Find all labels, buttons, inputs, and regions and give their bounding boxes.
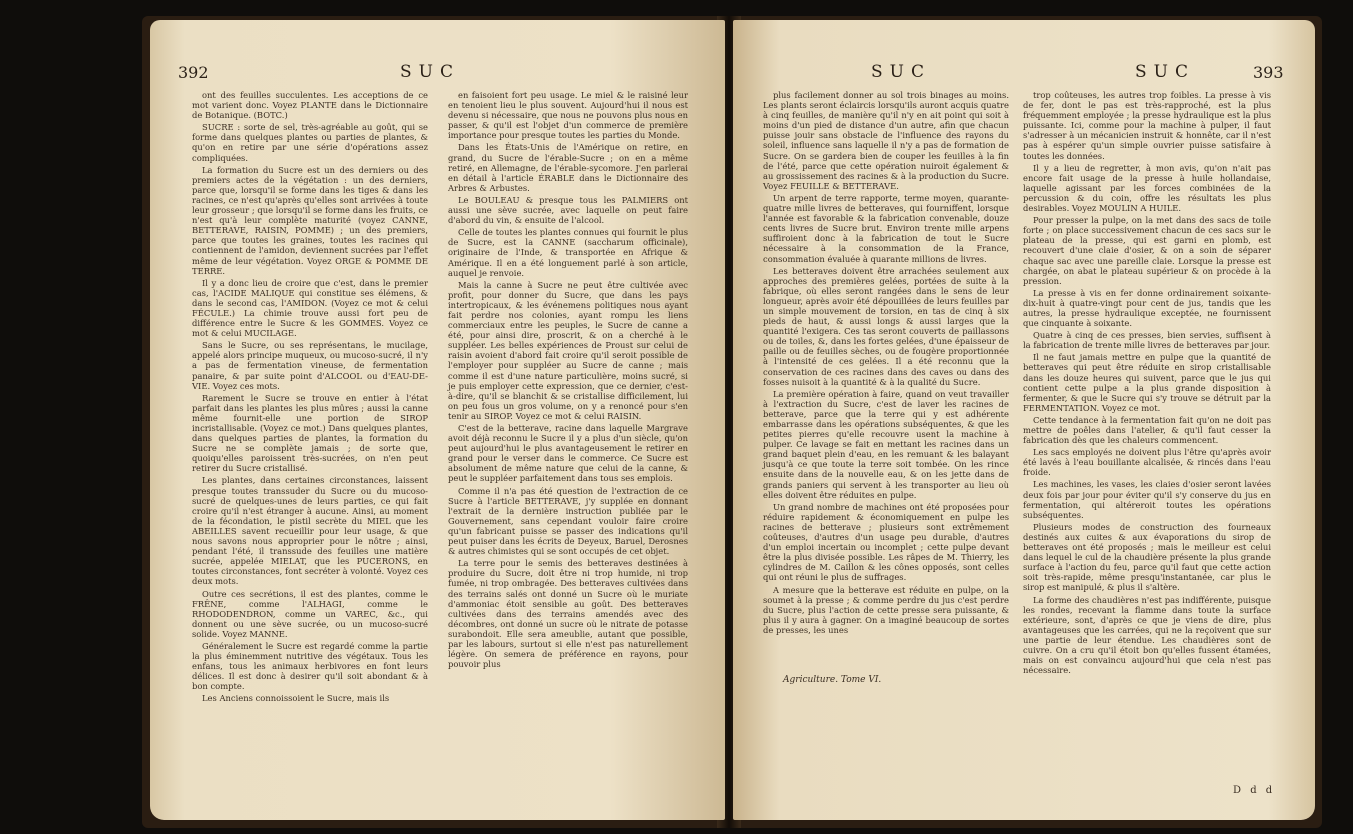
paragraph: Il y a lieu de regretter, à mon avis, qu'on n'ait pas encore fait usage de la presse à huile hollandaise, laquelle agissant par les forces combinées de la percussion & du coin, offre les résultats les plus desirables. Voyez MOULIN A HUILE. bbox=[1023, 162, 1271, 214]
paragraph: trop coûteuses, les autres trop foibles. La presse à vis de fer, dont le pas est très-rapproché, est la plus fréquemment employée ; la presse hydraulique est la plus puissante. Ici, comme pour la machine à pulper, il faut s'adresser à un mécanicien instruit & honnête, car il n'est pas à espérer qu'un simple ouvrier puisse satisfaire à toutes les données. bbox=[1023, 90, 1271, 161]
open-book bbox=[142, 16, 1322, 828]
paragraph: Plusieurs modes de construction des fourneaux destinés aux cuites & aux évaporations du sirop de betteraves ont été proposés ; mais le meilleur est celui dans lequel le cul de la chaudière présente la plus grande surface à l'action du feu, parce qu'il faut que cette action soit très-rapide, même presqu'instantanée, car plus le sirop est manipulé, & plus il s'altère. bbox=[1023, 521, 1271, 593]
paragraph: Rarement le Sucre se trouve en entier à l'état parfait dans les plantes les plus mûres ; aussi la canne même fournit-elle une portion de SIROP incristallisable. (Voyez ce mot.) Dans quelques plantes, dans quelques parties de plantes, la formation du Sucre ne se complète jamais ; de sorte que, quoiqu'elles paroissent très-sucrées, on n'en peut retirer du Sucre cristallisé. bbox=[192, 392, 428, 474]
paragraph: en faisoient fort peu usage. Le miel & le raisiné leur en tenoient lieu le plus souvent. Aujourd'hui il nous est devenu si nécessaire, que nous ne pouvons plus nous en passer, & qu'il est l'objet d'un commerce de première importance pour presque toutes les parties du Monde. bbox=[448, 90, 688, 141]
text-column-2 bbox=[448, 90, 688, 671]
paragraph: Outre ces secrétions, il est des plantes, comme le FRÊNE, comme l'ALHAGI, comme le RHODODENDRON, comme un VAREC, &c., qui donnent ou une sève sucrée, ou un mucoso-sucré solide. Voyez MANNE. bbox=[192, 588, 428, 639]
paragraph: Les Anciens connoissoient le Sucre, mais ils bbox=[202, 693, 390, 704]
paragraph: Il y a donc lieu de croire que c'est, dans le premier cas, l'ACIDE MALIQUE qui constitue ses élémens, & dans le second cas, l'AMIDON. (Voyez ce mot & celui FÉCULE.) La chimie trouve aussi fort peu de différence entre le Sucre & les GOMMES. Voyez ce mot & celui MUCILAGE. bbox=[192, 277, 428, 339]
paragraph: Quatre à cinq de ces presses, bien servies, suffisent à la fabrication de trente mille livres de betteraves par jour. bbox=[1023, 330, 1271, 351]
paragraph: Cette tendance à la fermentation fait qu'on ne doit pas mettre de poêles dans l'atelier, & qu'il faut cesser la fabrication dès que les chaleurs commencent. bbox=[1023, 414, 1271, 446]
paragraph: Pour presser la pulpe, on la met dans des sacs de toile forte ; on place successivement chacun de ces sacs sur le plateau de la presse, qui est garni en plomb, est recouvert d'une claie d'osier, & on a soin de séparer chaque sac avec une pareille claie. Lorsque la presse est chargée, on abat le plateau supérieur & on procède à la pression. bbox=[1023, 215, 1271, 286]
paragraph: Le BOULEAU & presque tous les PALMIERS ont aussi une sève sucrée, avec laquelle on peut faire d'abord du vin, & ensuite de l'alcool. bbox=[448, 194, 688, 226]
paragraph: La formation du Sucre est un des derniers ou des premiers actes de la végétation : un des derniers, parce que, lorsqu'il se forme dans les tiges & dans les racines, ce n'est qu'après qu'elles sont arrivées à toute leur grosseur ; que lorsqu'il se forme dans les fruits, ce n'est qu'à leur complète maturité (voyez CANNE, BETTERAVE, RAISIN, POMME) ; un des premiers, parce que toutes les graines, toutes les racines qui contiennent de l'amidon, deviennent sucrées par l'effet même de leur végétation. Voyez ORGE & POMME DE TERRE. bbox=[192, 164, 428, 276]
paragraph: La forme des chaudières n'est pas indifférente, puisque les rondes, recevant la flamme dans toute la surface extérieure, sont, d'après ce que je viens de dire, plus avantageuses que les carrées, qui ne la reçoivent que sur une partie de leur étendue. Les chaudières sont de cuivre. On a cru qu'il étoit bon qu'elles fussent étamées, mais on est convaincu aujourd'hui que cela n'est pas nécessaire. bbox=[1023, 594, 1271, 676]
left-page bbox=[150, 20, 725, 820]
paragraph: Les betteraves doivent être arrachées seulement aux approches des premières gelées, portées de suite à la fabrique, où elles seront rangées dans le sens de leur longueur, après avoir été dépouillées de leurs feuilles par un simple mouvement de torsion, en tas de cinq à six pieds de haut, & aussi longs & aussi larges que la quantité l'exigera. Ces tas seront couverts de paillassons ou de toiles, &, dans les fortes gelées, d'une épaisseur de paille ou de feuilles sèches, ou de fougère proportionnée à l'intensité de ces gelées. Il a été reconnu que la conservation de ces racines dans des caves ou dans des fosses nuisoit à la quantité & à la qualité du Sucre. bbox=[763, 265, 1009, 387]
paragraph: plus facilement donner au sol trois binages au moins. Les plants seront éclaircis lorsqu'ils auront acquis quatre à cinq feuilles, de manière qu'il n'y en ait point qui soit à moins d'un pied de distance d'un autre, afin que chacun puisse jouir sans obstacle de l'influence des rayons du soleil, influence sans laquelle il n'y a pas de formation de Sucre. On se gardera bien de couper les feuilles à la fin de l'été, parce que cette opération nuiroit également & au grossissement des racines & à la production du Sucre. Voyez FEUILLE & BETTERAVE. bbox=[763, 90, 1009, 191]
text-column-2 bbox=[1023, 90, 1271, 677]
paragraph: Sans le Sucre, ou ses représentans, le mucilage, appelé alors principe muqueux, ou mucoso-sucré, il n'y a pas de fermentation vineuse, de fermentation panaire, & par suite point d'ALCOOL ou d'EAU-DE-VIE. Voyez ces mots. bbox=[192, 340, 428, 391]
volume-footer: Agriculture. Tome VI. bbox=[783, 675, 882, 685]
paragraph: La presse à vis en fer donne ordinairement soixante-dix-huit à quatre-vingt pour cent de jus, tandis que les autres, la presse hydraulique exceptée, ne fournissent que cinquante à soixante. bbox=[1023, 287, 1271, 329]
paragraph: SUCRE : sorte de sel, très-agréable au goût, qui se forme dans quelques plantes ou parties de plantes, & qu'on en retire par une série d'opérations assez compliquées. bbox=[192, 122, 428, 163]
paragraph: A mesure que la betterave est réduite en pulpe, on la soumet à la presse ; & comme perdre du jus c'est perdre du Sucre, plus l'action de cette presse sera puissante, & plus il y aura à gagner. On a imaginé beaucoup de sortes de presses, les unes bbox=[763, 584, 1009, 635]
paragraph: Les plantes, dans certaines circonstances, laissent presque toutes transsuder du Sucre ou du mucoso-sucré de quelques-unes de leurs parties, ce qui fait croire qu'il n'est étranger à aucune. Ainsi, au moment de la fécondation, le pistil secrète du MIEL que les ABEILLES savent recueillir pour leur usage, & que nous savons nous approprier pour le nôtre ; ainsi, pendant l'été, il transsude des feuilles une matière sucrée, appelée MIELAT, que les PUCERONS, en toutes circonstances, font secréter à volonté. Voyez ces deux mots. bbox=[192, 475, 428, 587]
right-page bbox=[733, 20, 1315, 820]
running-head: SUC bbox=[871, 62, 931, 82]
paragraph: Celle de toutes les plantes connues qui fournit le plus de Sucre, est la CANNE (saccharum officinale), originaire de l'Inde, & transportée en Afrique & Amérique. Il en a été longuement parlé à son article, auquel je renvoie. bbox=[448, 227, 688, 278]
paragraph: Un arpent de terre rapporte, terme moyen, quarante-quatre mille livres de betteraves, qui fourniffent, lorsque l'année est favorable & la fabrication convenable, douze cents livres de Sucre brut. Environ trente mille arpens suffiroient donc à la fabrication de tout le Sucre nécessaire à la consommation de la France, consommation évaluée à quarante millions de livres. bbox=[763, 192, 1009, 264]
text-column-1 bbox=[763, 90, 1009, 637]
paragraph: Un grand nombre de machines ont été proposées pour réduire rapidement & économiquement en pulpe les racines de betterave ; plusieurs sont extrêmement coûteuses, d'autres d'un usage peu durable, d'autres d'un emploi incertain ou incomplet ; cette pulpe devant être la plus divisée possible. Les râpes de M. Thierry, les cylindres de M. Caillon & les cônes opposés, sont celles qui ont réuni le plus de suffrages. bbox=[763, 501, 1009, 583]
signature-mark: D d d bbox=[1233, 785, 1276, 796]
paragraph: Comme il n'a pas été question de l'extraction de ce Sucre à l'article BETTERAVE, j'y supplée en donnant l'extrait de la dernière instruction publiée par le Gouvernement, sans cependant vouloir faire croire qu'un fabricant puisse se passer des indications qu'il peut puiser dans les écrits de Deyeux, Baruel, Derosnes & autres chimistes qui se sont occupés de cet objet. bbox=[448, 485, 688, 557]
page-number: 392 bbox=[178, 63, 209, 82]
paragraph: ont des feuilles succulentes. Les acceptions de ce mot varient donc. Voyez PLANTE dans le Dictionnaire de Botanique. (BOTC.) bbox=[192, 90, 428, 121]
paragraph: Les sacs employés ne doivent plus l'être qu'après avoir été lavés à l'eau bouillante alcalisée, & rincés dans l'eau froide. bbox=[1023, 447, 1271, 478]
running-head: SUC bbox=[1135, 62, 1195, 82]
page-number: 393 bbox=[1253, 63, 1284, 82]
paragraph: Généralement le Sucre est regardé comme la partie la plus éminemment nutritive des végétaux. Tous les enfans, tous les animaux herbivores en font leurs délices. Il est donc à desirer qu'il soit abondant & à bon compte. bbox=[192, 640, 428, 692]
paragraph: Il ne faut jamais mettre en pulpe que la quantité de betteraves qui peut être réduite en sirop cristallisable dans les douze heures qui suivent, parce que le jus qui contient cette pulpe a la plus grande disposition à fermenter, & que le Sucre qui s'y trouve se détruit par la FERMENTATION. Voyez ce mot. bbox=[1023, 352, 1271, 413]
paragraph: La terre pour le semis des betteraves destinées à produire du Sucre, doit être ni trop humide, ni trop fumée, ni trop ombragée. Des betteraves cultivées dans des terrains salés ont donné un Sucre où le muriate d'ammoniac étoit sensible au goût. Des betteraves cultivées dans des terrains amendés avec des décombres, ont donné un sucre où le nitrate de potasse surabondoit. Elle sera ameublie, autant que possible, par les labours, surtout si elle n'est pas naturellement légère. On semera de préférence en rayons, pour pouvoir plus bbox=[448, 558, 688, 670]
paragraph: Les machines, les vases, les claies d'osier seront lavées deux fois par jour pour éviter qu'il s'y conserve du jus en fermentation, qui altéreroit toutes les opérations subséquentes. bbox=[1023, 479, 1271, 520]
paragraph: C'est de la betterave, racine dans laquelle Margrave avoit déjà reconnu le Sucre il y a plus d'un siècle, qu'on peut aujourd'hui le plus avantageusement le retirer en grand pour le verser dans le commerce. Ce Sucre est absolument de même nature que celui de la canne, & peut le suppléer parfaitement dans tous ses emplois. bbox=[448, 423, 688, 484]
paragraph: La première opération à faire, quand on veut travailler à l'extraction du Sucre, c'est de laver les racines de betterave, parce que la terre qui y est adhérente embarrasse dans les opérations subséquentes, & que les petites pierres qu'elle recouvre usent la machine à pulper. Ce lavage se fait en mettant les racines dans un grand baquet plein d'eau, en les remuant & les balayant jusqu'à ce que toute la terre soit tombée. On les rince ensuite dans de la nouvelle eau, & on les jette dans de grands paniers qui servent à les transporter au lieu où elles doivent être réduites en pulpe. bbox=[763, 388, 1009, 500]
text-column-1 bbox=[192, 90, 428, 706]
paragraph: Mais la canne à Sucre ne peut être cultivée avec profit, pour donner du Sucre, que dans les pays intertropicaux, & les événemens politiques nous ayant fait perdre nos colonies, ayant rompu les liens commerciaux entre les peuples, le Sucre de canne a été, pour ainsi dire, proscrit, & on a cherché à le suppléer. Les belles expériences de Proust sur celui de raisin avoient d'abord fait croire qu'il seroit possible de l'employer pour suppléer au Sucre de canne ; mais comme il est d'une nature particulière, moins sucré, si je puis employer cette expression, que ce dernier, c'est-à-dire, qu'il se blanchit & se cristallise difficilement, lui on peu fous un gros volume, on y a renoncé pour s'en tenir au SIROP. Voyez ce mot & celui RAISIN. bbox=[448, 279, 688, 421]
paragraph: Dans les États-Unis de l'Amérique on retire, en grand, du Sucre de l'érable-Sucre ; on en a même retiré, en Allemagne, de l'érable-sycomore. J'en parlerai en détail à l'article ÉRABLE dans le Dictionnaire des Arbres & Arbustes. bbox=[448, 142, 688, 193]
running-head: SUC bbox=[400, 62, 460, 82]
